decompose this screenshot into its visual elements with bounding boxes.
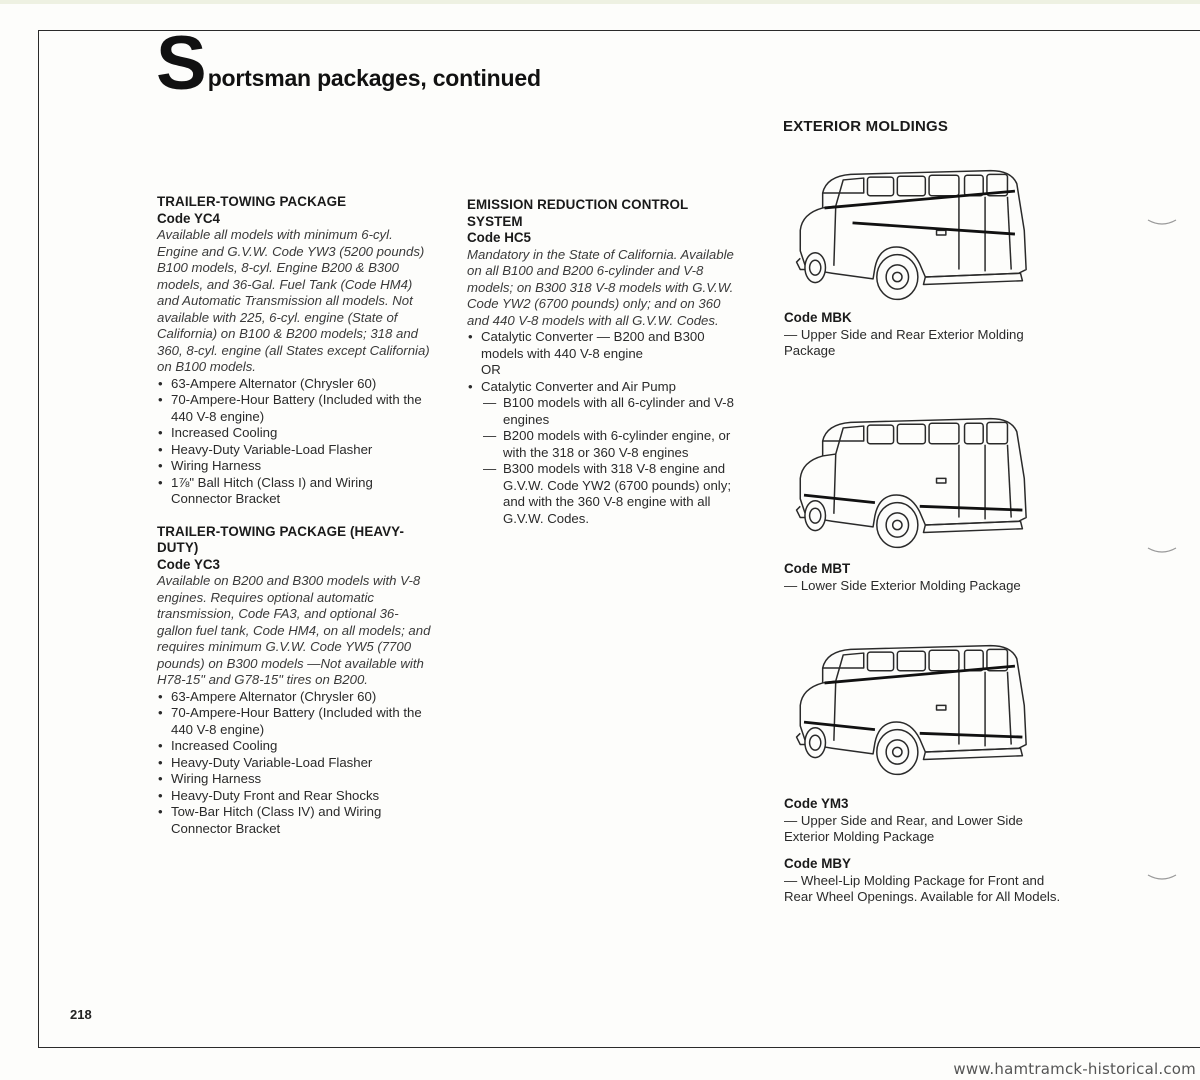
or-label: OR: [481, 362, 501, 377]
caption-mbk: [784, 310, 1064, 360]
sub-item: — B100 models with all 6-cylinder and V-8 engines: [481, 395, 742, 428]
molding-code: Code YM3: [784, 796, 849, 811]
molding-code: Code MBY: [784, 856, 851, 871]
list-item: • Heavy-Duty Front and Rear Shocks: [157, 788, 432, 805]
top-edge: [0, 0, 1200, 4]
list-item: • Catalytic Converter and Air Pump: [467, 379, 742, 396]
sub-item: — B300 models with 318 V-8 engine and G.V.W. Code YW2 (6700 pounds) only; and with the 360 V-8 engine with all G.V.W. Codes.: [481, 461, 742, 527]
list-item: • 63-Ampere Alternator (Chrysler 60): [157, 689, 432, 706]
van-illustration-ym3: [775, 640, 1057, 780]
list-item: • Catalytic Converter — B200 and B300 models with 440 V-8 engine: [467, 329, 742, 362]
section-code: Code YC3: [157, 556, 221, 572]
molding-desc: — Wheel-Lip Molding Package for Front and Rear Wheel Openings. Available for All Models.: [784, 872, 1061, 904]
feature-list: [467, 329, 742, 362]
binder-hole-mark: [1146, 218, 1178, 228]
caption-mby: [784, 856, 1064, 906]
molding-desc: — Upper Side and Rear Exterior Molding Package: [784, 326, 1024, 358]
column-trailer-towing: [157, 194, 432, 837]
binder-hole-mark: [1146, 546, 1178, 556]
molding-desc: — Upper Side and Rear, and Lower Side Exterior Molding Package: [784, 812, 1023, 844]
feature-list: [467, 379, 742, 396]
list-item: • 63-Ampere Alternator (Chrysler 60): [157, 376, 432, 393]
title-text: portsman packages, continued: [207, 65, 541, 91]
list-item: • 1⅞" Ball Hitch (Class I) and Wiring Connector Bracket: [157, 475, 432, 508]
column-emission: [467, 197, 742, 527]
list-item: • Wiring Harness: [157, 771, 432, 788]
list-item: • 70-Ampere-Hour Battery (Included with the 440 V-8 engine): [157, 705, 432, 738]
binder-hole-mark: [1146, 873, 1178, 883]
sub-list: [481, 395, 742, 527]
van-illustration-mbt: [775, 413, 1057, 553]
list-item: • Tow-Bar Hitch (Class IV) and Wiring Connector Bracket: [157, 804, 432, 837]
exterior-moldings-heading: EXTERIOR MOLDINGS: [783, 118, 949, 135]
section-heading: EMISSION REDUCTION CONTROL SYSTEM: [467, 197, 689, 229]
feature-list: [157, 689, 432, 838]
van-illustration-mbk: [775, 165, 1057, 305]
molding-code: Code MBK: [784, 310, 852, 325]
section-description: Available all models with minimum 6-cyl. Engine and G.V.W. Code YW3 (5200 pounds) B100 models, 8-cyl. Engine B200 & B300 models, and 36-Gal. Fuel Tank (Code HM4) and Automatic Transmission all models. Not available with 225, 6-cyl. engine (State of California) on B100 & B200 models; 318 and 360, 8-cyl. engine (all States except California) on B100 models.: [157, 227, 430, 374]
section-description: Available on B200 and B300 models with V-8 engines. Requires optional automatic transmission, Code FA3, and optional 36-gallon fuel tank, Code HM4, on all models; and requires minimum G.V.W. Code YW5 (7700 pounds) on B300 models —Not available with H78-15" and G78-15" tires on B200.: [157, 573, 431, 687]
section-code: Code YC4: [157, 210, 221, 226]
sub-item: — B200 models with 6-cylinder engine, or with the 318 or 360 V-8 engines: [481, 428, 742, 461]
page-number: 218: [70, 1007, 92, 1022]
list-item: • Increased Cooling: [157, 738, 432, 755]
list-item: • Increased Cooling: [157, 425, 432, 442]
caption-mbt: [784, 561, 1064, 594]
feature-list: [157, 376, 432, 508]
molding-code: Code MBT: [784, 561, 851, 576]
section-code: Code HC5: [467, 230, 531, 245]
section-heading: TRAILER-TOWING PACKAGE (HEAVY-DUTY): [157, 523, 405, 555]
list-item: • Heavy-Duty Variable-Load Flasher: [157, 755, 432, 772]
section-heading: TRAILER-TOWING PACKAGE: [157, 194, 347, 209]
list-item: • Wiring Harness: [157, 458, 432, 475]
list-item: • Heavy-Duty Variable-Load Flasher: [157, 442, 432, 459]
page-title: [156, 21, 541, 106]
title-initial: S: [156, 21, 207, 106]
list-item: • 70-Ampere-Hour Battery (Included with the 440 V-8 engine): [157, 392, 432, 425]
caption-ym3: [784, 796, 1064, 846]
molding-desc: — Lower Side Exterior Molding Package: [784, 577, 1021, 593]
section-description: Mandatory in the State of California. Available on all B100 and B200 6-cylinder and V-8 models; on B300 318 V-8 models with G.V.W. Code YW2 (6700 pounds) only; and on 360 and 440 V-8 models with all G.V.W. Codes.: [467, 246, 734, 328]
footer-url: www.hamtramck-historical.com: [953, 1060, 1196, 1078]
